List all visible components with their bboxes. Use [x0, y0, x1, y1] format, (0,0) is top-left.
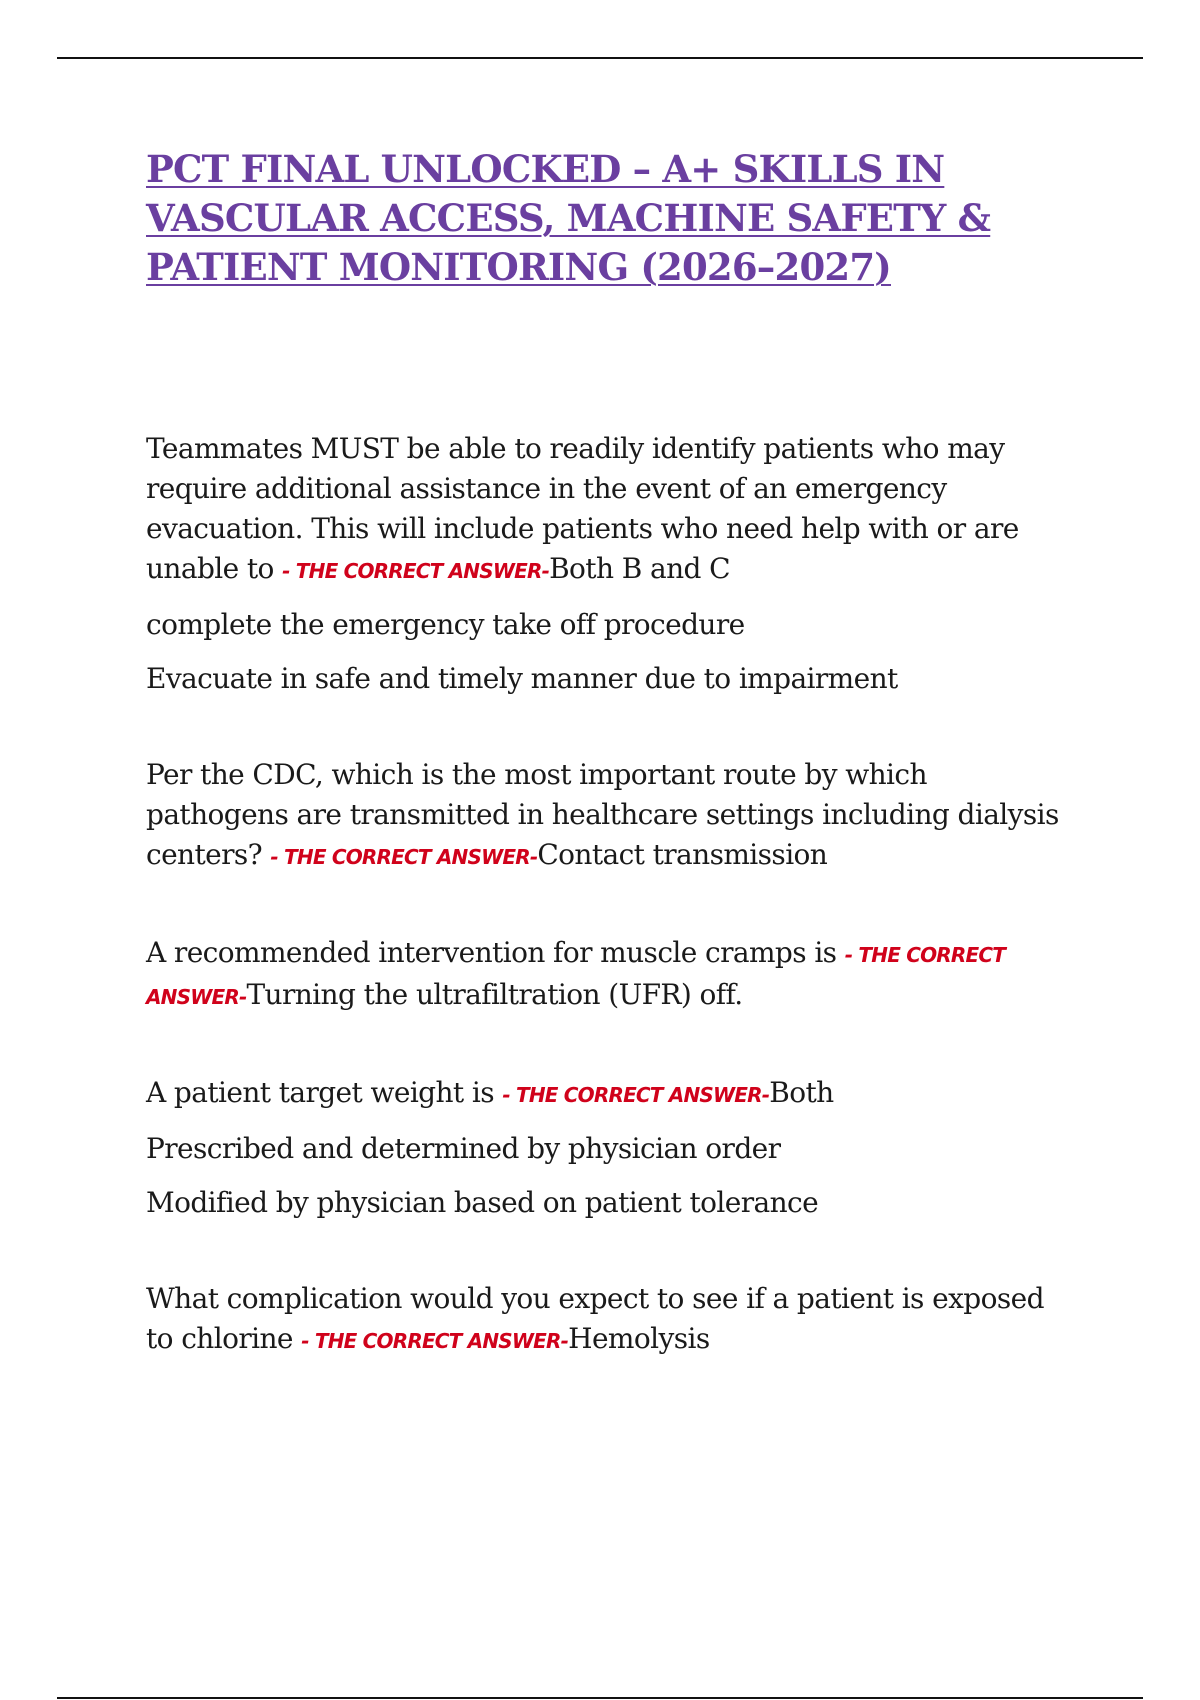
answer-text: Both B and C	[549, 552, 730, 585]
top-rule	[57, 57, 1143, 59]
question-text	[146, 1279, 1076, 1361]
correct-answer-tag: - THE CORRECT ANSWER-	[502, 1083, 770, 1107]
question-prompt: Per the CDC, which is the most important route by which pathogens are transmitted in healthcare settings including dialysis centers?	[146, 758, 1059, 871]
question-block-2	[146, 755, 1076, 877]
answer-text: Turning the ultrafiltration (UFR) off.	[246, 978, 743, 1011]
question-block-3	[146, 933, 1076, 1017]
answer-option: Evacuate in safe and timely manner due to impairment	[146, 662, 898, 695]
qa-list	[146, 429, 1076, 1361]
question-block-1	[146, 429, 1076, 699]
document-title: PCT FINAL UNLOCKED – A+ SKILLS IN VASCULAR ACCESS, MACHINE SAFETY & PATIENT MONITORING (2026–2027)	[146, 147, 991, 289]
answer-text: Both	[769, 1076, 834, 1109]
answer-option: complete the emergency take off procedure	[146, 608, 745, 641]
question-text	[146, 429, 1076, 591]
bottom-rule	[57, 1697, 1143, 1699]
question-text	[146, 755, 1076, 877]
correct-answer-tag: - THE CORRECT ANSWER-	[301, 1329, 569, 1353]
correct-answer-tag: - THE CORRECT ANSWER-	[282, 559, 550, 583]
answer-text: Hemolysis	[568, 1322, 710, 1355]
question-block-5	[146, 1279, 1076, 1361]
question-prompt: A recommended intervention for muscle cramps is	[146, 936, 845, 969]
answer-option: Modified by physician based on patient tolerance	[146, 1186, 819, 1219]
question-text	[146, 1073, 1076, 1115]
correct-answer-tag: - THE CORRECT ANSWER-	[146, 943, 1006, 1009]
question-prompt: Teammates MUST be able to readily identify patients who may require additional assistance in the event of an emergency evacuation. This will include patients who need help with or are unable to	[146, 432, 1019, 585]
correct-answer-tag: - THE CORRECT ANSWER-	[270, 845, 538, 869]
answer-text: Contact transmission	[537, 838, 828, 871]
question-prompt: What complication would you expect to see if a patient is exposed to chlorine	[146, 1282, 1044, 1355]
question-prompt: A patient target weight is	[146, 1076, 503, 1109]
question-text	[146, 933, 1076, 1017]
answer-option: Prescribed and determined by physician order	[146, 1132, 781, 1165]
question-block-4	[146, 1073, 1076, 1223]
document-body	[146, 145, 1076, 1417]
